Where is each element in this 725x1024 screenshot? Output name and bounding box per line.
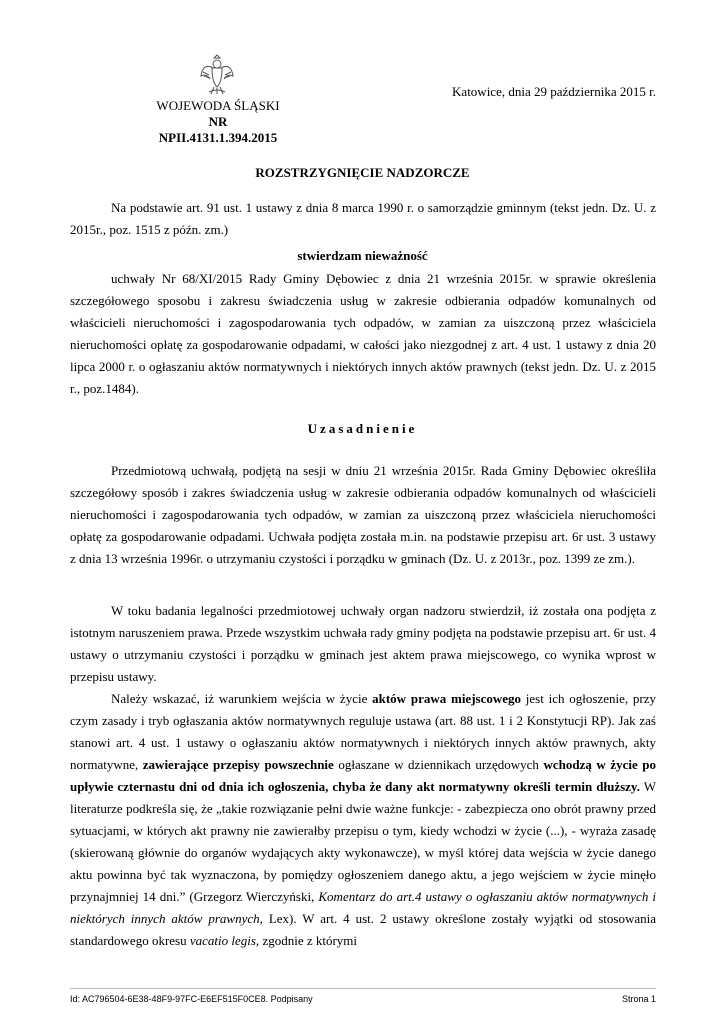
p3-bold: wchodzą w życie po upływie czternastu dni od dnia ich ogłoszenia, chyba że dany akt normatywny określi termin dłuższy. [70,757,657,794]
paragraph-1: Przedmiotową uchwałą, podjętą na sesji w dniu 21 września 2015r. Rada Gminy Dębowiec określiła szczegółowy sposób i zakres świadczenia usług w zakresie odbierania odpadów komunalnych od właścicieli nieruchomości i zagospodarowania tych odpadów, w zamian za uiszczoną przez właściciela nieruchomości opłatę za gospodarowanie odpadami. Uchwała podjęta została m.in. na podstawie przepisu art. 6r ust. 3 ustawy z dnia 13 września 1996r. o utrzymaniu czystości i porządku w gminach (Dz. U. z 2013r., poz. 1399 ze zm.). [70,463,656,566]
p3-text: Lex). W art. 4 ust. 2 ustawy określone zostały wyjątki od stosowania standardowego okresu [70,911,656,948]
footer-document-id: Id: AC796504-6E38-48F9-97FC-E6EF515F0CE8. Podpisany [70,994,313,1004]
document-date: Katowice, dnia 29 października 2015 r. [452,84,656,99]
p3-bold: zawierające przepisy powszechnie [142,757,334,772]
document-number: NR NPII.4131.1.394.2015 [158,114,278,145]
intro-paragraph: Na podstawie art. 91 ust. 1 ustawy z dnia 8 marca 1990 r. o samorządzie gminnym (tekst jedn. Dz. U. z 2015r., poz. 1515 z późn. zm.) [70,200,656,237]
issuer-block [152,98,284,146]
p3-italic: vacatio legis, [189,933,260,948]
p3-text: Należy wskazać, iż warunkiem wejścia w życie [111,691,373,706]
issuer-name: WOJEWODA ŚLĄSKI [156,98,280,113]
decision-heading: stwierdzam nieważność [297,248,428,263]
p3-text: ogłaszane w dziennikach urzędowych [333,757,544,772]
paragraph-3 [70,688,656,952]
p3-text: jest ich ogłoszenie, przy czym zasady i tryb ogłaszania aktów normatywnych reguluje ustawa (art. 88 ust. 1 i 2 Konstytucji RP). Jak zaś stanowi art. 4 ust. 1 ustawy o ogłaszaniu aktów normatywnych i niektórych innych aktów prawnych, akty normatywne, [70,691,656,772]
decision-paragraph: uchwały Nr 68/XI/2015 Rady Gminy Dębowiec z dnia 21 września 2015r. w sprawie określenia szczegółowego sposobu i zakresu świadczenia usług w zakresie odbierania odpadów komunalnych od właścicieli nieruchomości i zagospodarowania tych odpadów, w zamian za uiszczoną przez właściciela nieruchomości opłatę za gospodarowanie odpadami, w całości jako niezgodnej z art. 4 ust. 1 ustawy z dnia 20 lipca 2000 r. o ogłaszaniu aktów normatywnych i niektórych innych aktów prawnych (tekst jedn. Dz. U. z 2015 r., poz.1484). [70,271,656,396]
footer-page-number: Strona 1 [621,994,656,1004]
p3-text: zgodnie z którymi [259,933,358,948]
p3-text: W literaturze podkreśla się, że „takie rozwiązanie pełni dwie ważne funkcje: - zabezpiecza ono obrót prawny przed sytuacjami, w których akt prawny nie zawierałby przepisu o tym, kiedy wchodzi w życie (...), - wyraża zasadę (skierowaną głównie do organów wydających akty wykonawcze), w myśl której data wejścia w życie danego aktu powinna być tak wyznaczona, by pomiędzy ogłoszeniem danego aktu, a jego wejściem w życie minęło przynajmniej 14 dni.” (Grzegorz Wierczyński, [70,779,656,904]
eagle-emblem-icon [200,52,234,96]
document-title: ROZSTRZYGNIĘCIE NADZORCZE [255,165,470,180]
paragraph-2: W toku badania legalności przedmiotowej uchwały organ nadzoru stwierdził, iż została ona podjęta z istotnym naruszeniem prawa. Przede wszystkim uchwała rady gminy podjęta na podstawie przepisu art. 6r ust. 4 ustawy o utrzymaniu czystości i porządku w gminach jest aktem prawa miejscowego, co wynika wprost w przepisu ustawy. [70,603,656,684]
justification-heading: Uzasadnienie [307,421,418,436]
p3-bold: aktów prawa miejscowego [372,691,522,706]
footer-divider [70,988,656,989]
p3-italic: Komentarz do art.4 ustawy o ogłaszaniu aktów normatywnych i niektórych innych aktów prawnych, [70,889,656,926]
